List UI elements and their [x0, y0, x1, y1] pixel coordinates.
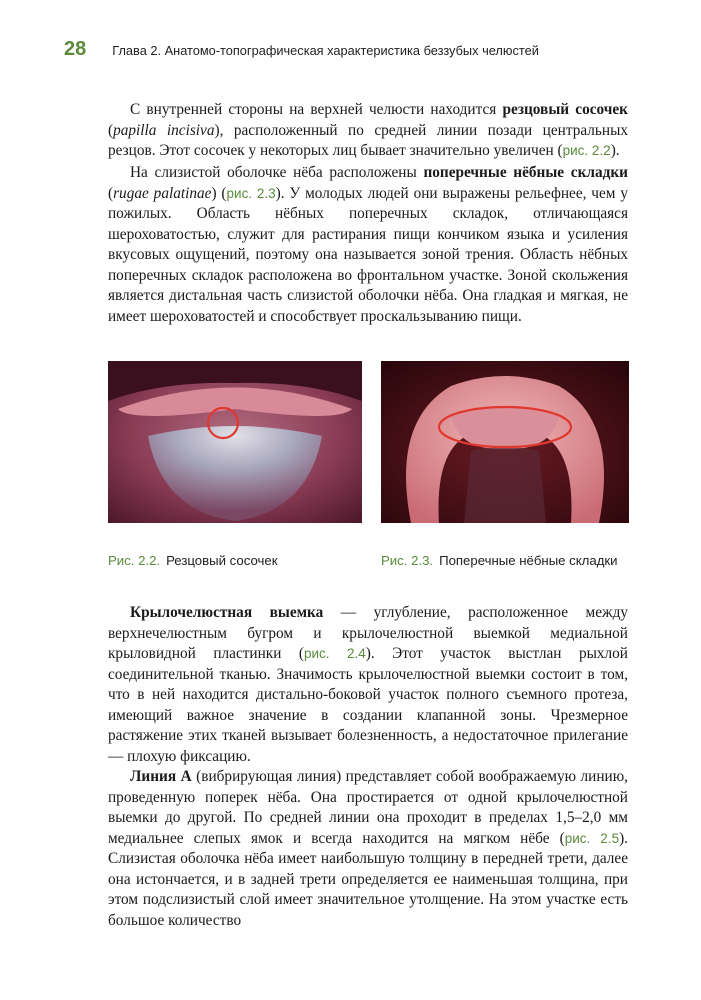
figure-ref-2-5[interactable]: рис. 2.5	[564, 830, 620, 846]
text-run: На слизистой оболочке нёба расположены	[130, 164, 424, 181]
text-run: ). Этот участок выстлан рыхлой соединительной тканью. Значимость крылочелюстной выемки состоит в том, что в ней находится дистально-боковой участок полного съемного протеза, имеющий важное значение в создании клапанной зоны. Чрезмерное растяжение этих тканей вызывает болезненность, а недостаточное прилегание — плохую фиксацию.	[108, 645, 628, 765]
term-bold: Крылочелюстная выемка	[130, 604, 324, 621]
text-run: ), расположенный по средней линии позади центральных резцов. Этот сосочек у некоторых лиц бывает значительно увеличен (	[108, 121, 628, 159]
text-run: (	[108, 121, 114, 139]
caption-fig-2-2	[108, 553, 278, 568]
text-run: ).	[610, 142, 620, 159]
photo-incisive-papilla	[108, 361, 362, 523]
paragraph-palatal-rugae	[108, 163, 628, 327]
figure-caption-text: Поперечные нёбные складки	[439, 553, 618, 568]
text-run: ). У молодых людей они выражены рельефнее, чем у пожилых. Область нёбных поперечных складок, отличающаяся шероховатостью, служит для растирания пищи кончиком языка и усиления вкусовых ощущений, поэтому она называется зоной трения. Область нёбных поперечных складок расположена во фронтальном участке. Зоной скольжения является дистальная часть слизистой оболочки нёба. Она гладкая и мягкая, не имеет шероховатостей и способствует проскальзыванию пищи.	[108, 184, 628, 325]
caption-fig-2-3	[381, 553, 618, 568]
latin-term: rugae palatinae	[113, 184, 212, 202]
figure-ref-2-4[interactable]: рис. 2.4	[303, 646, 366, 661]
figure-ref-2-2[interactable]: рис. 2.2	[562, 143, 611, 158]
chapter-title: Глава 2. Анатомо-топографическая характеристика беззубых челюстей	[112, 43, 539, 58]
text-run: (	[108, 184, 114, 202]
term-bold: Линия А	[130, 768, 192, 785]
figure-label: Рис. 2.3.	[381, 553, 434, 568]
paragraph-incisive-papilla	[108, 100, 628, 162]
text-run: ). Слизистая оболочка нёба имеет наибольшую толщину в передней трети, далее она истончается, и в задней трети определяется ее наименьшая толщина, при этом подслизистый слой имеет значительное утолщение. На этом участке есть большое количество	[108, 829, 628, 929]
figure-label: Рис. 2.2.	[108, 553, 161, 568]
paragraph-line-a	[108, 767, 628, 931]
text-run: ) (	[211, 184, 227, 202]
paragraph-pterygomaxillary-notch	[108, 603, 628, 767]
term-bold: резцовый сосочек	[502, 101, 628, 118]
figure-caption-text: Резцовый сосочек	[166, 553, 278, 568]
latin-term: papilla incisiva	[113, 121, 215, 139]
photo-palatal-rugae-image	[381, 361, 629, 523]
text-run: — углубление, расположенное между верхнечелюстным бугром и крылочелюстной выемкой медиальной крыловидной пластинки (	[108, 604, 629, 662]
page-number: 28	[64, 38, 87, 60]
photo-incisive-papilla-image	[108, 361, 362, 523]
term-bold: поперечные нёбные складки	[423, 164, 628, 181]
photo-palatal-rugae	[381, 361, 629, 523]
page-header	[64, 38, 664, 61]
text-run: (вибрирующая линия) представляет собой воображаемую линию, проведенную поперек нёба. Она простирается от одной крылочелюстной выемки до другой. По средней линии она проходит в пределах 1,5–2,0 мм медиальнее слепых ямок и всегда находится на мягком нёбе (	[108, 768, 628, 847]
figure-ref-2-3[interactable]: рис. 2.3	[226, 185, 276, 201]
text-run: С внутренней стороны на верхней челюсти находится	[130, 101, 503, 118]
